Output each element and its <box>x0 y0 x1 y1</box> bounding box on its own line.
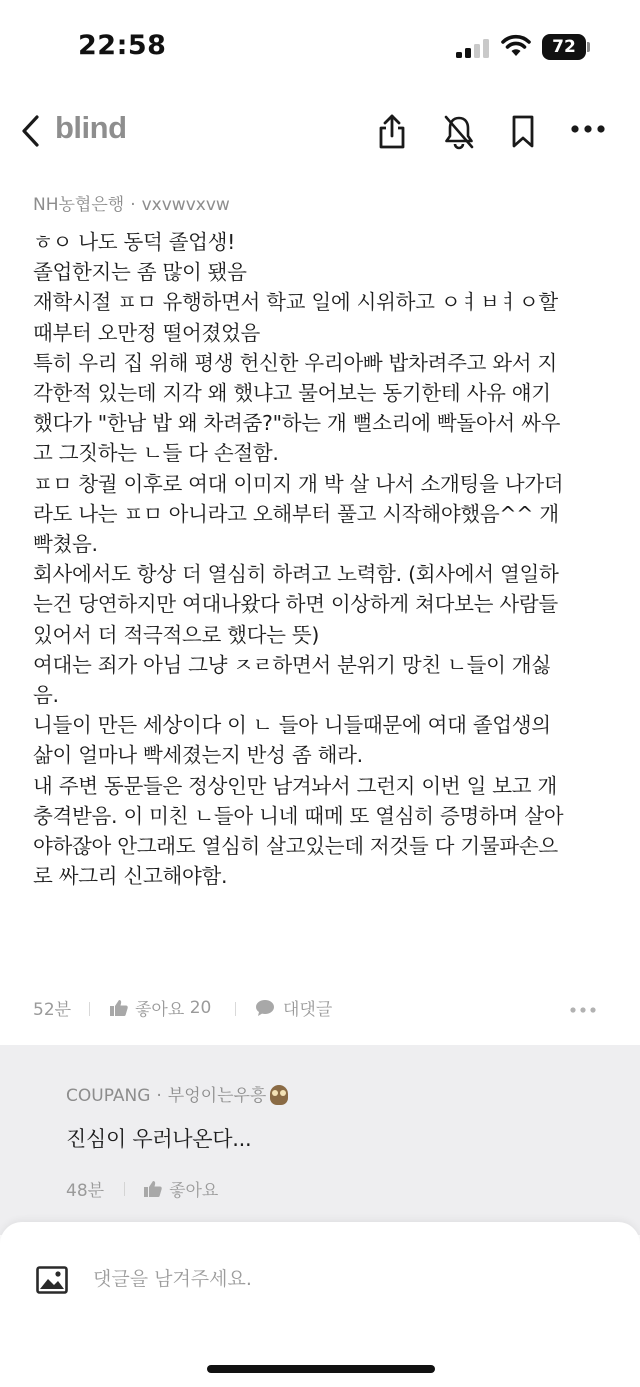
reply-button[interactable] <box>255 995 332 1020</box>
notification-off-icon[interactable] <box>442 114 476 150</box>
meta-separator: · <box>156 1086 162 1106</box>
post-author[interactable]: vxvwvxvw <box>141 195 230 215</box>
post-author-meta <box>33 190 230 215</box>
comment-author-meta <box>66 1081 288 1106</box>
battery-indicator: 72 <box>542 34 586 60</box>
speech-bubble-icon <box>255 999 275 1017</box>
comment-time: 48분 <box>66 1181 105 1201</box>
meta-separator: · <box>130 195 136 215</box>
wifi-icon <box>500 34 532 58</box>
status-time: 22:58 <box>78 30 167 61</box>
share-icon[interactable] <box>376 114 408 150</box>
blind-logo[interactable]: blind <box>55 110 127 145</box>
post-actions <box>33 995 608 1023</box>
thumbs-up-icon <box>109 999 129 1017</box>
more-icon[interactable] <box>570 122 606 136</box>
battery-cap <box>587 42 590 52</box>
post-body: ㅎㅇ 나도 동덕 졸업생! 졸업한지는 좀 많이 됐음 재학시절 ㅍㅁ 유행하면서 학교 일에 시위하고 ㅇㅕㅂㅕㅇ할 때부터 오만정 떨어졌었음 특히 우리 집 위해 평생 헌신한 우리아빠 밥차려주고 와서 지 각한적 있는데 지각 왜 했냐고 물어보는 동기한테 사유 얘기 했다가 "한남 밥 왜 차려줌?"하는 개 뻘소리에 빡돌아서 싸우 고 그짓하는 ㄴ들 다 손절함. ㅍㅁ 창궐 이후로 여대 이미지 개 박 살 나서 소개팅을 나가더 라도 나는 ㅍㅁ 아니라고 오해부터 풀고 시작해야했음^^ 개 빡쳤음. 회사에서도 항상 더 열심히 하려고 노력함. (회사에서 열일하 는건 당연하지만 여대나왔다 하면 이상하게 쳐다보는 사람들 있어서 더 적극적으로 했다는 뜻) 여대는 죄가 아님 그냥 ㅈㄹ하면서 분위기 망친 ㄴ들이 개싫 음. 니들이 만든 세상이다 이 ㄴ 들아 니들때문에 여대 졸업생의 삶이 얼마나 빡세졌는지 반성 좀 해라. 내 주변 동문들은 정상인만 남겨놔서 그런지 이번 일 보고 개 충격받음. 이 미친 ㄴ들아 니네 때메 또 열심히 증명하며 살아 야하잖아 안그래도 열심히 살고있는데 저것들 다 기물파손으 로 싸그리 신고해야함. <box>33 230 564 889</box>
comment-like-label: 좋아요 <box>169 1181 219 1201</box>
top-nav <box>0 100 640 166</box>
more-icon[interactable] <box>570 1006 596 1014</box>
reply-label: 대댓글 <box>283 1000 333 1020</box>
bookmark-icon[interactable] <box>510 114 536 150</box>
comment-company[interactable]: COUPANG <box>66 1086 151 1106</box>
image-attach-icon[interactable] <box>36 1266 68 1294</box>
comment-input[interactable] <box>93 1262 593 1296</box>
owl-emoji-icon <box>270 1085 288 1105</box>
cellular-signal-icon <box>456 38 494 58</box>
status-bar <box>0 0 640 96</box>
post-company[interactable]: NH농협은행 <box>33 195 125 215</box>
back-icon[interactable] <box>20 114 42 148</box>
like-button[interactable] <box>109 995 211 1020</box>
comment-text: 진심이 우러나온다... <box>66 1127 252 1151</box>
home-indicator[interactable] <box>207 1365 435 1373</box>
thumbs-up-icon <box>143 1180 163 1198</box>
action-divider <box>235 1002 236 1016</box>
comment-like-button[interactable] <box>143 1176 218 1201</box>
comment-actions <box>66 1176 218 1201</box>
comment-author[interactable]: 부엉이는우흥 <box>167 1086 267 1106</box>
comment-input-bar <box>0 1222 640 1387</box>
action-divider <box>89 1002 90 1016</box>
like-label: 좋아요 <box>135 1000 185 1020</box>
like-count: 20 <box>189 997 212 1018</box>
post-time: 52분 <box>33 1000 72 1020</box>
action-divider <box>124 1182 125 1196</box>
